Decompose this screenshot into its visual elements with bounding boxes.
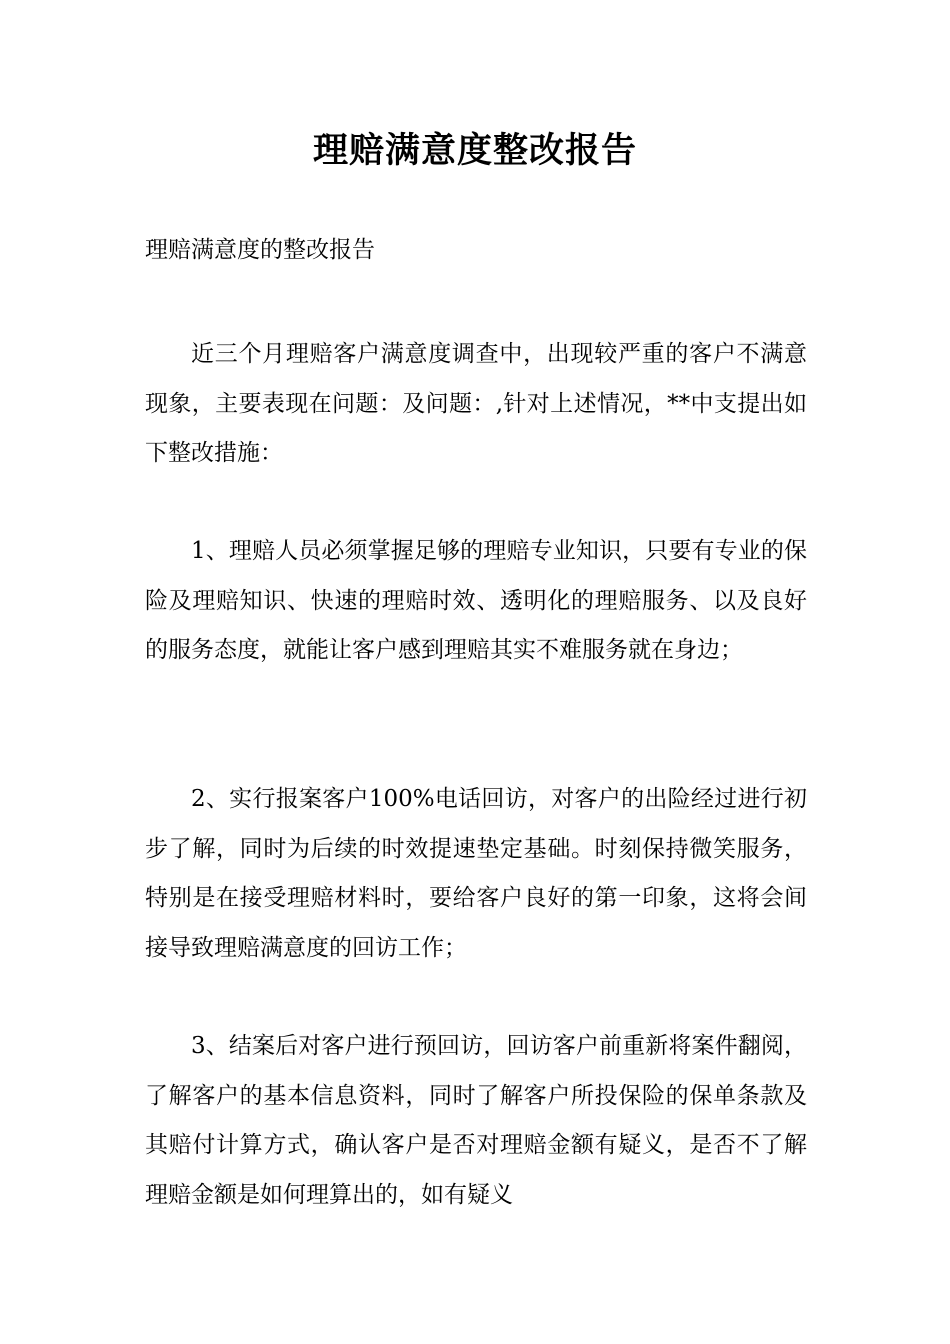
measure-paragraph-1: 1、理赔人员必须掌握足够的理赔专业知识，只要有专业的保险及理赔知识、快速的理赔时效、透明化的理赔服务、以及良好的服务态度，就能让客户感到理赔其实不难服务就在身边；	[145, 538, 807, 663]
document-title: 理赔满意度整改报告	[312, 131, 637, 171]
document-subtitle: 理赔满意度的整改报告	[145, 237, 375, 263]
measure-paragraph-3: 3、结案后对客户进行预回访，回访客户前重新将案件翻阅，了解客户的基本信息资料，同时了解客户所投保险的保单条款及其赔付计算方式，确认客户是否对理赔金额有疑义，是否不了解理赔金额是如何理算出的，如有疑义	[145, 1033, 807, 1208]
intro-paragraph: 近三个月理赔客户满意度调查中，出现较严重的客户不满意现象，主要表现在问题：及问题：,针对上述情况，**中支提出如下整改措施：	[145, 341, 807, 466]
measure-paragraph-2: 2、实行报案客户100%电话回访，对客户的出险经过进行初步了解，同时为后续的时效提速垫定基础。时刻保持微笑服务，特别是在接受理赔材料时，要给客户良好的第一印象，这将会间接导致理赔满意度的回访工作；	[145, 786, 807, 961]
